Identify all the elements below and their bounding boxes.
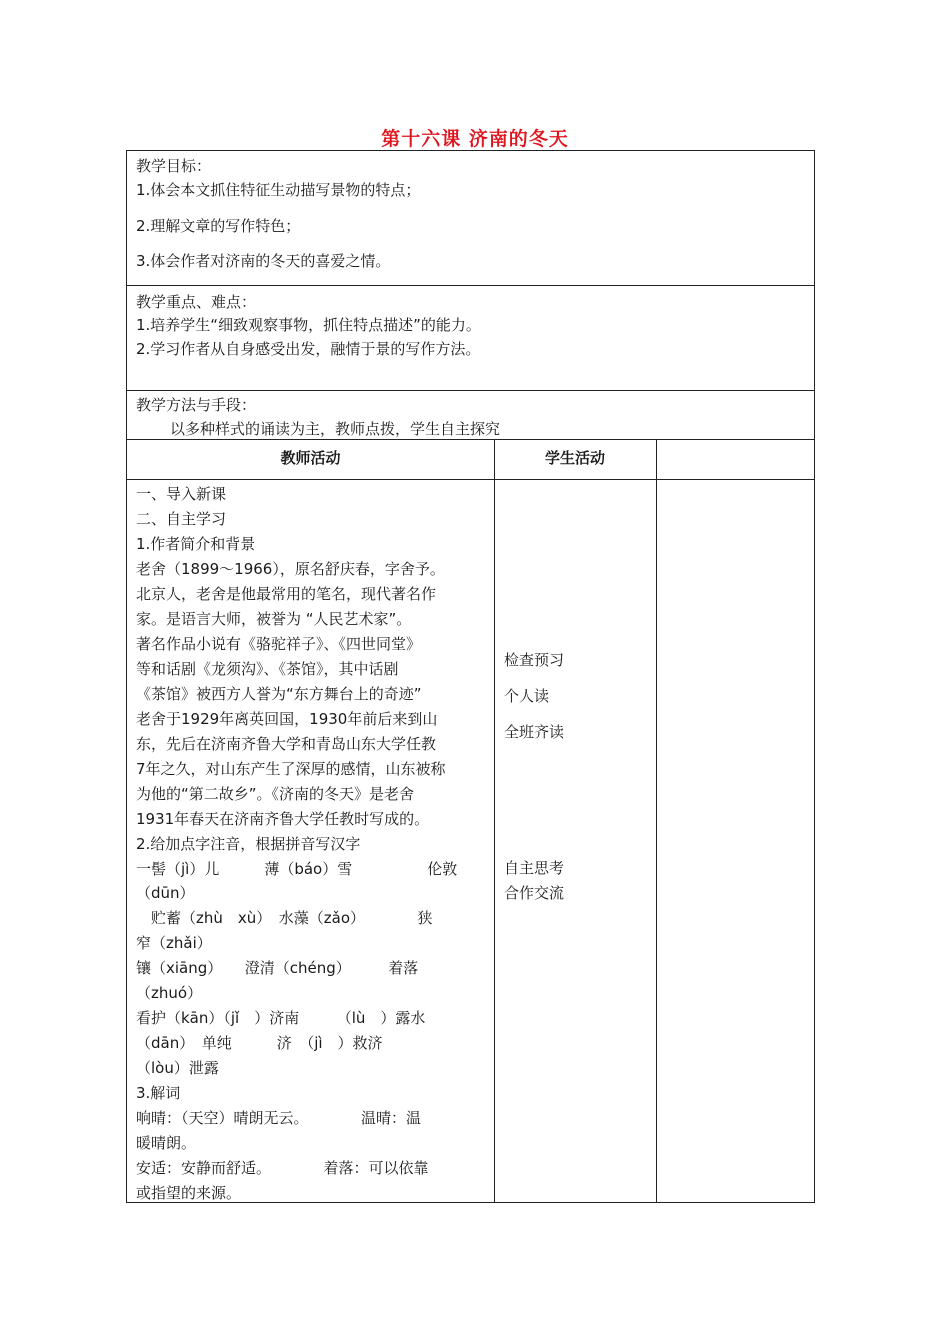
teacher-line: 东，先后在济南齐鲁大学和青岛山东大学任教 — [136, 735, 437, 753]
row-divider — [127, 439, 814, 440]
teacher-activity-header: 教师活动 — [280, 449, 341, 467]
teacher-line: 《茶馆》被西方人誉为“东方舞台上的奇迹” — [136, 685, 422, 703]
teacher-line: 一、导入新课 — [136, 485, 227, 503]
key-point-item: 2.学习作者从自身感受出发，融情于景的写作方法。 — [136, 340, 481, 358]
objective-item: 1.体会本文抓住特征生动描写景物的特点； — [136, 181, 421, 199]
teacher-line: 著名作品小说有《骆驼祥子》、《四世同堂》 — [136, 635, 422, 653]
teacher-line: （dān） 单纯 济 （jì ）救济 — [136, 1034, 383, 1052]
teacher-line: 二、自主学习 — [136, 510, 227, 528]
teacher-line: 等和话剧《龙须沟》、《茶馆》，其中话剧 — [136, 660, 399, 678]
teacher-line: 暖晴朗。 — [136, 1134, 197, 1152]
page-title: 第十六课 济南的冬天 — [381, 128, 569, 150]
methods-heading: 教学方法与手段： — [136, 396, 257, 414]
teacher-line: 或指望的来源。 — [136, 1184, 242, 1202]
teacher-line: （zhuó） — [136, 984, 203, 1002]
methods-text: 以多种样式的诵读为主，教师点拨，学生自主探究 — [170, 420, 501, 438]
student-line: 自主思考 — [504, 859, 565, 877]
teacher-line: 老舍于1929年离英回国，1930年前后来到山 — [136, 710, 438, 728]
teacher-line: 3.解词 — [136, 1084, 181, 1102]
teacher-line: （lòu）泄露 — [136, 1059, 219, 1077]
teacher-line: 为他的“第二故乡”。《济南的冬天》是老舍 — [136, 785, 415, 803]
student-line: 个人读 — [504, 687, 550, 705]
teacher-line: 7年之久，对山东产生了深厚的感情，山东被称 — [136, 760, 446, 778]
teacher-line: 北京人，老舍是他最常用的笔名，现代著名作 — [136, 585, 437, 603]
key-points-heading: 教学重点、难点： — [136, 293, 257, 311]
column-divider — [656, 439, 657, 1203]
student-activity-header: 学生活动 — [544, 449, 605, 467]
teacher-line: 1931年春天在济南齐鲁大学任教时写成的。 — [136, 810, 430, 828]
lesson-plan-table — [126, 150, 815, 1203]
key-point-item: 1.培养学生“细致观察事物，抓住特点描述”的能力。 — [136, 316, 481, 334]
column-divider — [494, 439, 495, 1203]
teacher-line: 1.作者简介和背景 — [136, 535, 256, 553]
teacher-line: （dūn） — [136, 884, 195, 902]
teacher-line: 老舍（1899～1966），原名舒庆春，字舍予。 — [136, 560, 445, 578]
teacher-line: 看护（kān）（jǐ ）济南 （lù ）露水 — [136, 1009, 426, 1027]
student-line: 检查预习 — [504, 651, 565, 669]
teacher-line: 一髻（jì）儿 薄（báo）雪 伦敦 — [136, 860, 458, 878]
teacher-line: 安适：安静而舒适。 着落：可以依靠 — [136, 1159, 429, 1177]
student-line: 全班齐读 — [504, 723, 565, 741]
teacher-line: 贮蓄（zhù xù） 水藻（zǎo） 狭 — [136, 909, 433, 927]
teacher-line: 响晴：（天空）晴朗无云。 温晴：温 — [136, 1109, 422, 1127]
teacher-line: 镶（xiāng） 澄清（chéng） 着落 — [136, 959, 419, 977]
row-divider — [127, 479, 814, 480]
teacher-line: 窄（zhǎi） — [136, 934, 212, 952]
teacher-line: 2.给加点字注音，根据拼音写汉字 — [136, 835, 361, 853]
objective-item: 2.理解文章的写作特色； — [136, 217, 301, 235]
row-divider — [127, 390, 814, 391]
row-divider — [127, 285, 814, 286]
teacher-line: 家。是语言大师，被誉为 “人民艺术家”。 — [136, 610, 412, 628]
objective-item: 3.体会作者对济南的冬天的喜爱之情。 — [136, 252, 391, 270]
objectives-heading: 教学目标： — [136, 157, 212, 175]
student-line: 合作交流 — [504, 884, 565, 902]
